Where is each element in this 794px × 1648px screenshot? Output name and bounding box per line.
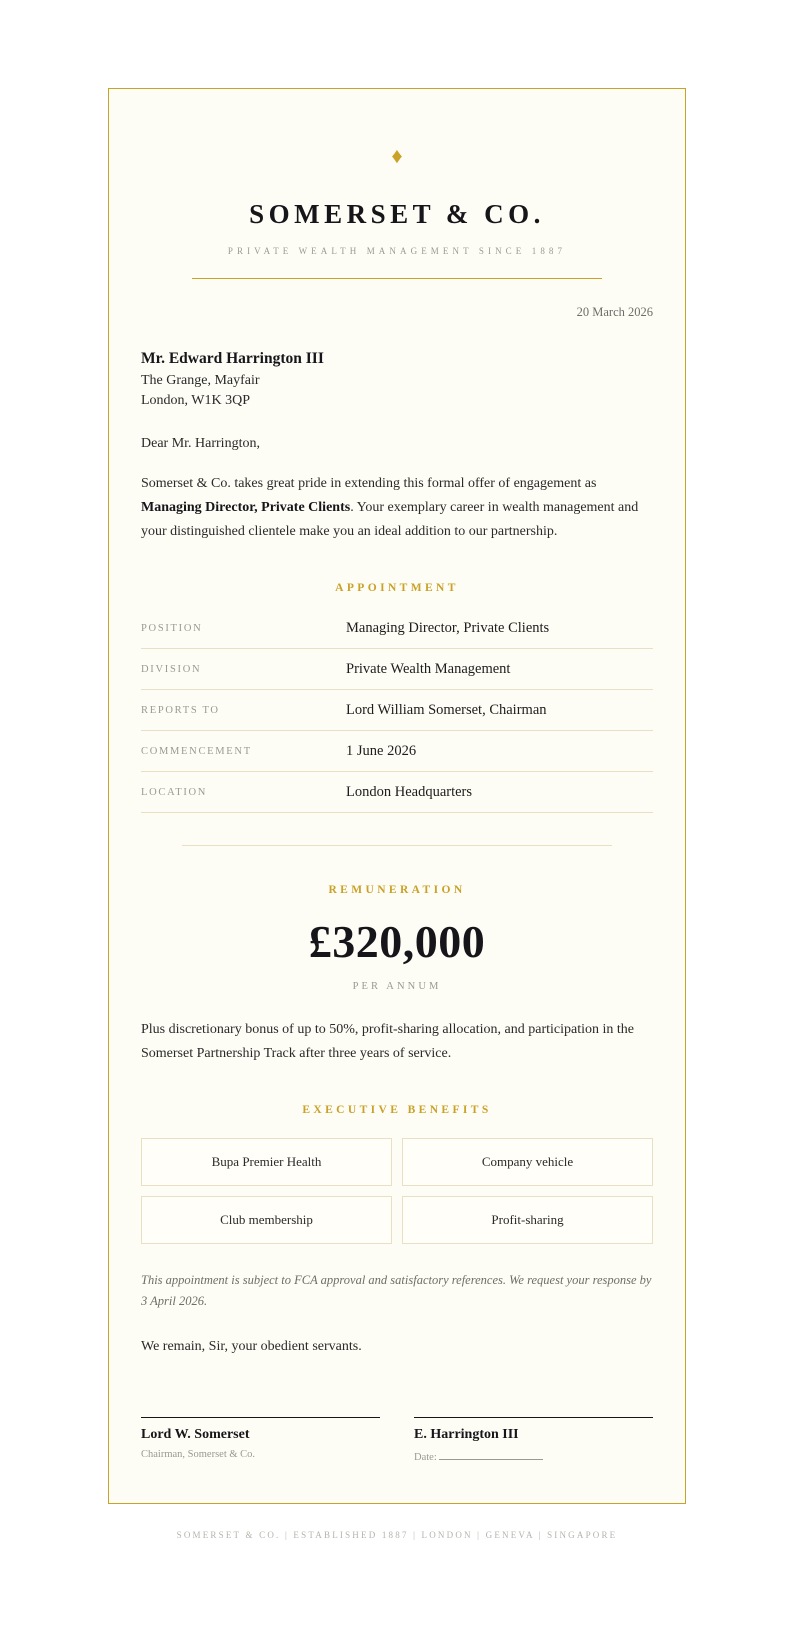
appointment-details-table xyxy=(141,616,653,813)
signature-block xyxy=(141,1417,653,1463)
detail-label: DIVISION xyxy=(141,649,346,690)
benefit-item: Club membership xyxy=(141,1196,392,1244)
detail-label: LOCATION xyxy=(141,772,346,813)
table-row xyxy=(141,731,653,772)
intro-text-after: . Your exemplary career in wealth management and your distinguished clientele make you an ideal addition to our partnership. xyxy=(141,500,639,540)
signature-column-left xyxy=(141,1417,380,1463)
signature-date-row xyxy=(414,1449,653,1463)
benefit-item: Bupa Premier Health xyxy=(141,1138,392,1186)
benefit-item: Company vehicle xyxy=(402,1138,653,1186)
date-input-blank[interactable] xyxy=(439,1449,543,1460)
table-row xyxy=(141,690,653,731)
diamond-ornament-icon: ♦ xyxy=(391,143,403,168)
company-tagline: PRIVATE WEALTH MANAGEMENT SINCE 1887 xyxy=(227,246,567,256)
remuneration-heading: REMUNERATION xyxy=(328,884,466,897)
recipient-address-line-2: London, W1K 3QP xyxy=(141,393,251,408)
detail-value: Lord William Somerset, Chairman xyxy=(346,690,653,731)
recipient-block xyxy=(141,350,653,409)
company-name: SOMERSET & CO. xyxy=(249,199,545,229)
closing-line: We remain, Sir, your obedient servants. xyxy=(141,1338,362,1354)
conditions-note: This appointment is subject to FCA approval and satisfactory references. We request your response by 3 April 2026. xyxy=(141,1272,652,1309)
salutation: Dear Mr. Harrington, xyxy=(141,436,260,451)
benefits-heading: EXECUTIVE BENEFITS xyxy=(302,1103,492,1116)
detail-label: REPORTS TO xyxy=(141,690,346,731)
signature-line xyxy=(141,1417,380,1418)
recipient-name: Mr. Edward Harrington III xyxy=(141,350,324,367)
appointment-heading: APPOINTMENT xyxy=(335,582,459,595)
detail-value: Private Wealth Management xyxy=(346,649,653,690)
page-footer: SOMERSET & CO. | ESTABLISHED 1887 | LONDON | GENEVA | SINGAPORE xyxy=(176,1529,618,1540)
salary-amount: £320,000 xyxy=(308,916,486,968)
detail-value: Managing Director, Private Clients xyxy=(346,616,653,649)
salary-period: PER ANNUM xyxy=(352,980,442,992)
section-divider xyxy=(182,845,612,846)
detail-value: London Headquarters xyxy=(346,772,653,813)
signature-column-right xyxy=(414,1417,653,1463)
recipient-address-line-1: The Grange, Mayfair xyxy=(141,373,260,388)
table-row xyxy=(141,772,653,813)
signature-line xyxy=(414,1417,653,1418)
signatory-role: Chairman, Somerset & Co. xyxy=(141,1448,256,1460)
detail-value: 1 June 2026 xyxy=(346,731,653,772)
detail-label: POSITION xyxy=(141,616,346,649)
signatory-name: E. Harrington III xyxy=(414,1426,519,1442)
table-row xyxy=(141,649,653,690)
offer-letter-card xyxy=(108,88,686,1504)
table-row xyxy=(141,616,653,649)
date-label: Date: xyxy=(414,1451,437,1463)
benefits-grid xyxy=(141,1138,653,1244)
intro-paragraph xyxy=(141,472,653,544)
letterhead-divider xyxy=(192,278,602,279)
signatory-name: Lord W. Somerset xyxy=(141,1426,250,1442)
letter-date: 20 March 2026 xyxy=(576,305,653,319)
benefit-item: Profit-sharing xyxy=(402,1196,653,1244)
remuneration-note: Plus discretionary bonus of up to 50%, profit-sharing allocation, and participation in the Somerset Partnership Track after three years of service. xyxy=(141,1021,635,1061)
detail-label: COMMENCEMENT xyxy=(141,731,346,772)
intro-role-emphasis: Managing Director, Private Clients xyxy=(141,500,351,516)
intro-text-before: Somerset & Co. takes great pride in extending this formal offer of engagement as xyxy=(141,476,597,491)
